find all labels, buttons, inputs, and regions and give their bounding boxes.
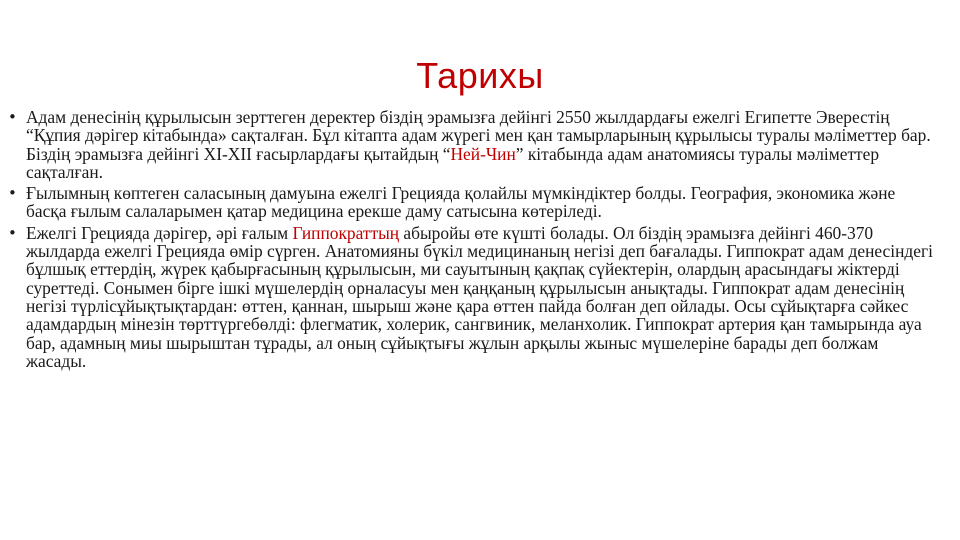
bullet-item bbox=[8, 108, 938, 181]
bullet-item bbox=[8, 184, 938, 221]
bullet-text: Ежелгі Грецияда дәрігер, әрі ғалым bbox=[26, 222, 293, 243]
bullet-list bbox=[8, 108, 938, 373]
bullet-text: Ғылымның көптеген саласының дамуына ежелгі Грецияда қолайлы мүмкіндіктер болды. География, экономика және басқа ғылым салаларымен қатар медицина ерекше даму сатысына көтеріледі. bbox=[26, 183, 896, 222]
slide-title: Тарихы bbox=[416, 55, 544, 96]
bullet-item bbox=[8, 224, 938, 370]
highlighted-term: Гиппократтың bbox=[292, 222, 400, 243]
bullet-dot-icon: • bbox=[8, 223, 17, 242]
highlighted-term: Ней-Чин bbox=[450, 143, 516, 164]
bullet-text: абыройы өте күшті болады. Ол біздің эрамызға дейінгі 460-370 жылдарда ежелгі Грецияда өмір сүрген. Анатомияны бүкіл медицинаның негізі деп бағалады. Гиппократ адам денесіндегі бұлшық еттердің, жүрек қабырғасының құрылысын, ми сауытының қақпақ сүйектерін, олардың арасындағы жіктерді суреттеді. Сонымен бірге ішкі мүшелердің орналасуы мен қаңқаның құрылысын анықтады. Гиппократ адам денесінің негізі түрлісұйықтықтардан: өттен, қаннан, шырыш және қара өттен пайда болған деп ойлады. Осы сұйықтарға сәйкес адамдардың мінезін төрттүргебөлді: флегматик, холерик, сангвиник, меланхолик. Гиппократ артерия қан тамырында ауа бар, адамның миы шырыштан тұрады, ал оның сұйықтығы жұлын арқылы жыныс мүшелеріне барады деп болжам жасады. bbox=[26, 222, 933, 371]
bullet-dot-icon: • bbox=[8, 184, 17, 203]
bullet-dot-icon: • bbox=[8, 108, 17, 126]
bullet-text: Адам денесінің құрылысын зерттеген деректер біздің эрамызға дейінгі 2550 жылдардағы ежелгі Египетте Эверестің “Құпия дәрігер кітабында» сақталған. Бұл кітапта адам жүрегі мен қан тамырларының құрылысы туралы мәліметтер бар. Біздің эрамызға дейінгі XI-XII ғасырлардағы қытайдың “ bbox=[26, 107, 931, 164]
bullet-text: ” кітабында адам анатомиясы туралы мәліметтер сақталған. bbox=[26, 143, 880, 182]
